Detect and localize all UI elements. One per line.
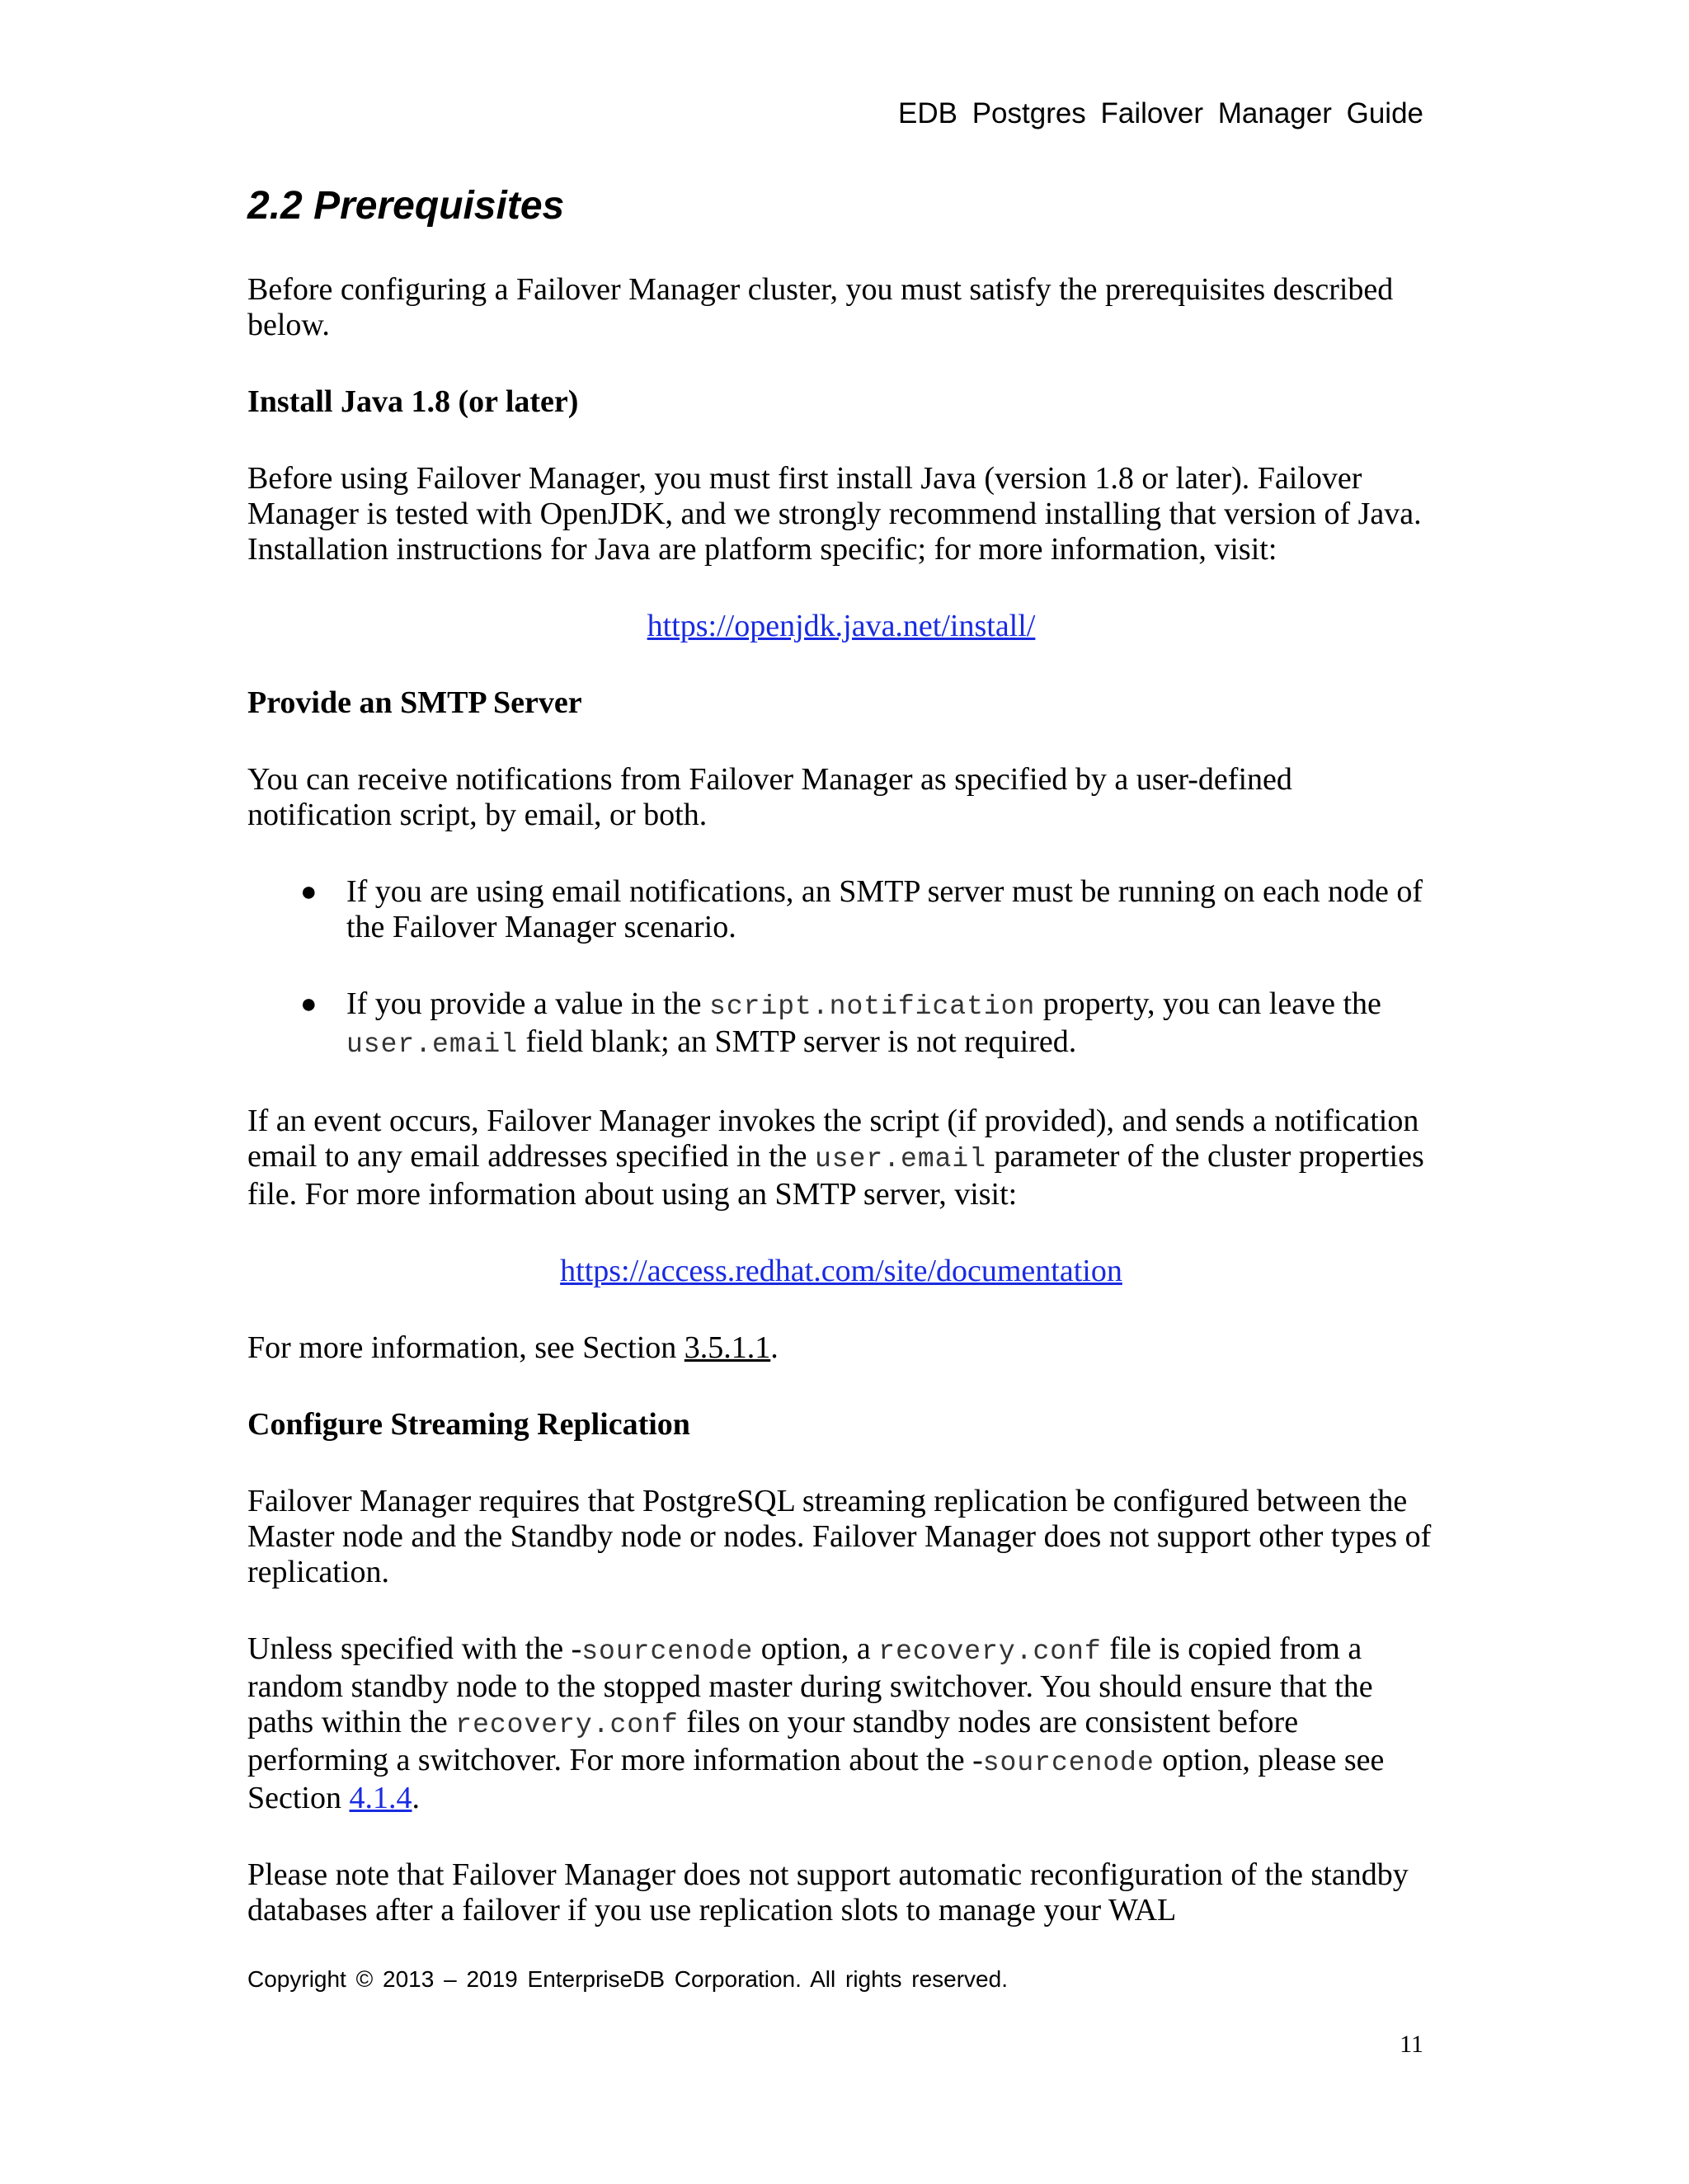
page-content [247,173,1435,1970]
text-run: files on your standby nodes are consistent before performing a switchover. For more information about the - [247,1705,1299,1777]
redhat-docs-link[interactable]: https://access.redhat.com/site/documentation [560,1254,1122,1288]
recovery-conf-code: recovery.conf [878,1636,1102,1667]
more-info-text: For more information, see Section [247,1330,685,1365]
running-header: EDB Postgres Failover Manager Guide [898,97,1423,129]
sourcenode-code: sourcenode [581,1636,754,1667]
event-paragraph [247,1104,1435,1212]
list-item [247,986,1435,1062]
section-title: 2.2 Prerequisites [247,184,565,228]
openjdk-link[interactable]: https://openjdk.java.net/install/ [647,609,1036,643]
java-paragraph: Before using Failover Manager, you must first install Java (version 1.8 or later). Failover Manager is tested with OpenJDK, and we strongly recommend installing that version of Java. Installation instructions for Java are platform specific; for more information, visit: [247,461,1422,567]
smtp-bullet-list [247,874,1435,1062]
bullet-text-pre: If you provide a value in the [346,986,710,1021]
bullet-text: If you are using email notifications, an SMTP server must be running on each node of the Failover Manager scenario. [346,874,1423,944]
replication-heading: Configure Streaming Replication [247,1407,690,1442]
intro-paragraph: Before configuring a Failover Manager cluster, you must satisfy the prerequisites described below. [247,272,1394,342]
switchover-paragraph [247,1631,1435,1816]
section-4-1-4-link[interactable]: 4.1.4 [349,1781,412,1815]
replication-paragraph: Failover Manager requires that PostgreSQL streaming replication be configured between the Master node and the Standby node or nodes. Failover Manager does not support other types of replication. [247,1484,1432,1589]
copyright-footer: Copyright © 2013 – 2019 EnterpriseDB Corporation. All rights reserved. [247,1966,1008,1992]
user-email-code: user.email [346,1029,519,1060]
bullet-icon: ● [300,877,318,907]
bullet-text-post: field blank; an SMTP server is not required. [518,1024,1077,1059]
bullet-icon: ● [300,989,318,1019]
more-info-paragraph [247,1330,1435,1366]
text-run: option, please see Section [247,1743,1385,1815]
page-number: 11 [1400,2031,1423,2058]
redhat-link-line [247,1254,1435,1289]
replication-slots-paragraph: Please note that Failover Manager does not support automatic reconfiguration of the standby databases after a failover if you use replication slots to manage your WAL [247,1857,1409,1927]
text-run: file is copied from a random standby node to the stopped master during switchover. You should ensure that the paths within the [247,1631,1373,1739]
java-link-line [247,609,1435,644]
period-text: . [770,1330,779,1365]
user-email-code: user.email [815,1144,987,1174]
recovery-conf-code: recovery.conf [455,1710,679,1740]
section-3-5-1-1-link[interactable]: 3.5.1.1 [684,1330,771,1365]
smtp-heading: Provide an SMTP Server [247,685,582,720]
text-run: option, a [753,1631,879,1666]
text-run: Unless specified with the - [247,1631,582,1666]
bullet-text-mid: property, you can leave the [1035,986,1381,1021]
java-heading: Install Java 1.8 (or later) [247,384,579,419]
script-notification-code: script.notification [709,991,1036,1022]
smtp-paragraph: You can receive notifications from Failover Manager as specified by a user-defined notification script, by email, or both. [247,762,1292,832]
event-text-post: parameter of the cluster properties file. For more information about using an SMTP server, visit: [247,1139,1424,1212]
list-item [247,874,1435,945]
event-text-pre: If an event occurs, Failover Manager invokes the script (if provided), and sends a notification email to any email addresses specified in the [247,1104,1419,1174]
sourcenode-code: sourcenode [982,1748,1155,1778]
period-text: . [412,1781,420,1815]
